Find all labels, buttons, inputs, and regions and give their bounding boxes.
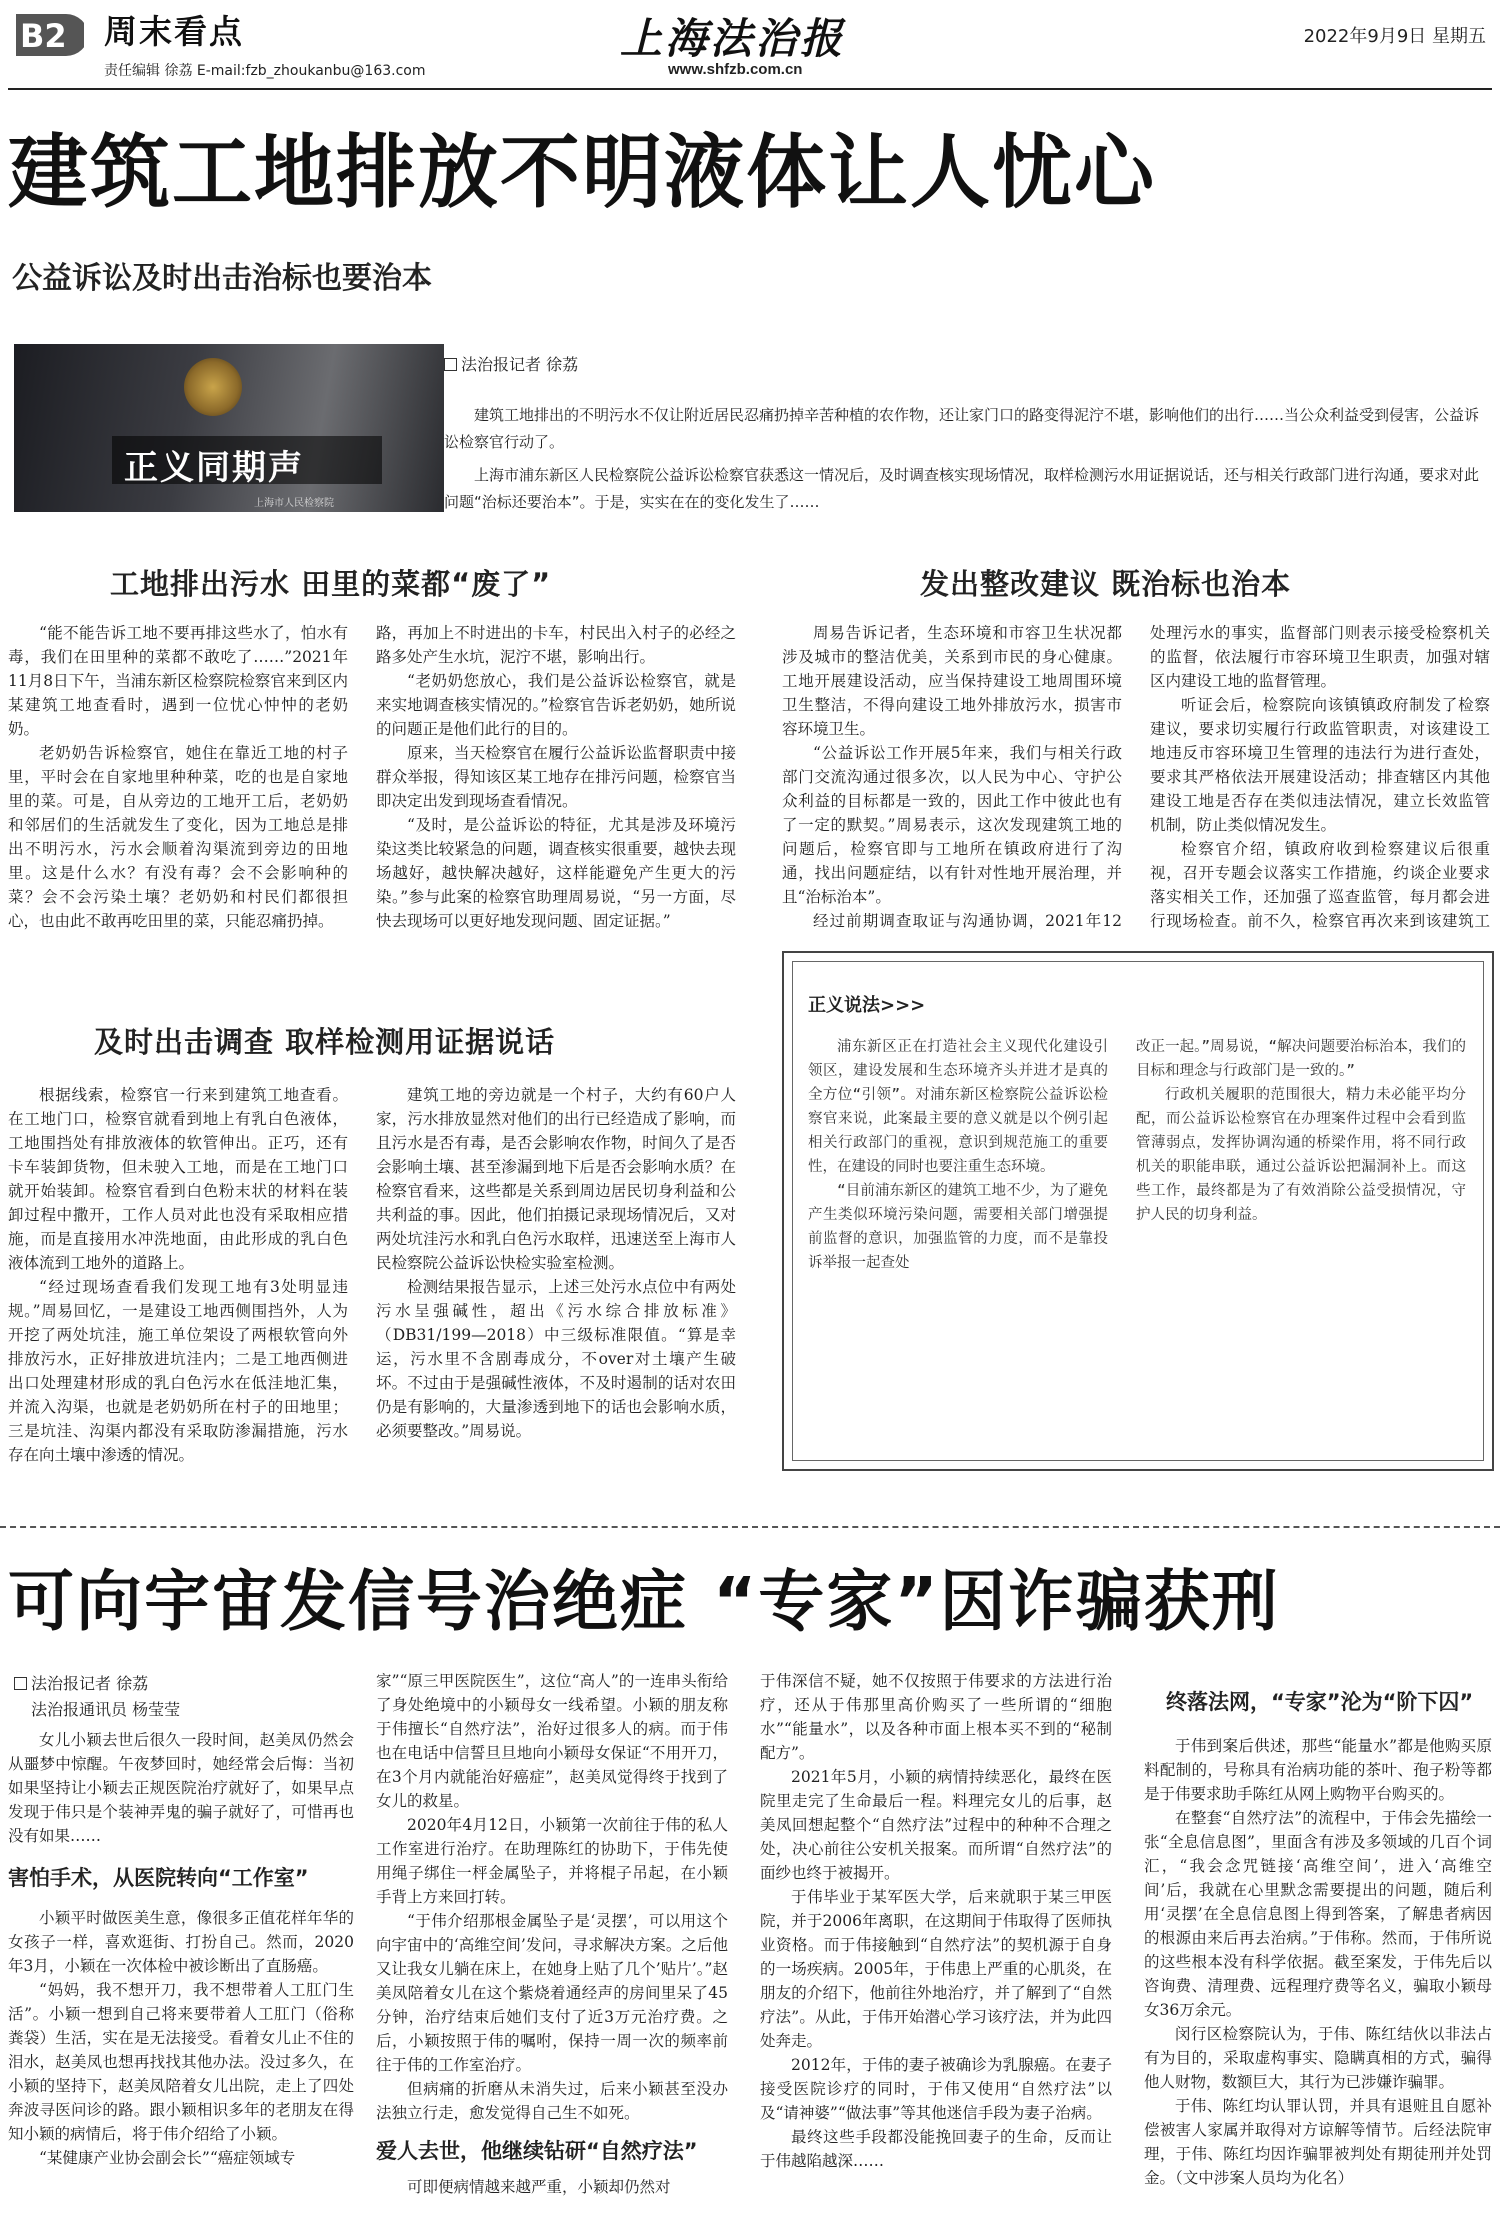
photo-banner-text: 正义同期声 [124,448,304,488]
paragraph: 于伟、陈红均认罪认罚，并具有退赃且自愿补偿被害人家属并取得对方谅解等情节。后经法院审理，于伟、陈红均因诈骗罪被判处有期徒刑并处罚金。（文中涉案人员均为化名） [1144,2097,1492,2187]
article2-headline: 可向宇宙发信号治绝症 “专家”因诈骗获刑 [8,1563,1280,1640]
paragraph: 处理污水的事实，监督部门则表示接受检察机关的监督，依法履行市容环境卫生职责，加强对辖区内建设工地的监督管理。 [1150,624,1490,690]
article2-col4 [1144,1734,1492,2219]
subsection-heading: 爱人去世，他继续钻研“自然疗法” [376,2139,698,2163]
article2-col1 [8,1728,354,2218]
paragraph: 行政机关履职的范围很大，精力未必能平均分配，而公益诉讼检察官在办理案件过程中会看到监管薄弱点，发挥协调沟通的桥梁作用，将不同行政机关的职能串联，通过公益诉讼把漏洞补上。而这些工作，最终都是为了有效消除公益受损情况，守护人民的切身利益。 [1136,1087,1466,1223]
section-heading: 发出整改建议 既治标也治本 [920,567,1292,601]
emblem-icon [184,358,242,416]
paragraph: 家”“原三甲医院医生”，这位“高人”的一连串头衔给了身处绝境中的小颖母女一线希望。小颖的朋友称于伟擅长“自然疗法”，治好过很多人的病。而于伟也在电话中信誓旦旦地向小颖母女保证“不用开刀，在3个月内就能治好癌症”，赵美凤觉得终于找到了女儿的救星。 [376,1672,728,1810]
article1-col5 [8,1083,348,1493]
article1-col1 [8,621,348,933]
article1-col3 [782,621,1122,933]
article1-byline: 法治报记者 徐荔 [444,352,578,375]
paragraph: 女儿小颖去世后很久一段时间，赵美凤仍然会从噩梦中惊醒。午夜梦回时，她经常会后悔：当初如果坚持让小颖去正规医院治疗就好了，如果早点发现于伟只是个装神弄鬼的骗子就好了，可惜再也没有如果…… [8,1731,354,1845]
paragraph: “及时，是公益诉讼的特征，尤其是涉及环境污染这类比较紧急的问题，调查核实很重要，越快去现场越好，越快解决越好，这样能避免产生更大的污染。”参与此案的检察官助理周易说，“另一方面，尽快去现场可以更好地发现问题、固定证据。” [376,816,736,930]
article1-headline: 建筑工地排放不明液体让人忧心 [8,126,1156,219]
paragraph: “某健康产业协会副会长”“癌症领域专 [39,2149,296,2167]
paragraph: 可即便病情越来越严重，小颖却仍然对 [407,2178,671,2196]
article-divider [0,1526,1500,1528]
page-badge [12,10,84,60]
lead-paragraph: 建筑工地排出的不明污水不仅让附近居民忍痛扔掉辛苦种植的农作物，还让家门口的路变得泥泞不堪，影响他们的出行……当公众利益受到侵害，公益诉讼检察官行动了。 [444,406,1480,451]
paragraph: “目前浦东新区的建筑工地不少，为了避免产生类似环境污染问题，需要相关部门增强提前监督的意识，加强监管的力度，而不是靠投诉举报一起查处 [808,1183,1108,1271]
article1-photo [14,344,444,512]
issue-date: 2022年9月9日 星期五 [1303,26,1486,47]
article1-col6 [376,1083,736,1493]
paragraph: 路，再加上不时进出的卡车，村民出入村子的必经之路多处产生水坑，泥泞不堪，影响出行。 [376,624,736,666]
paragraph: 闵行区检察院认为，于伟、陈红结伙以非法占有为目的，采取虚构事实、隐瞒真相的方式，骗得他人财物，数额巨大，其行为已涉嫌诈骗罪。 [1144,2025,1492,2091]
paragraph: “能不能告诉工地不要再排这些水了，怕水有毒，我们在田里种的菜都不敢吃了……”2021年11月8日下午，当浦东新区检察院检察官来到区内某建筑工地查看时，遇到一位忧心忡忡的老奶奶。 [8,624,348,738]
subsection-heading: 害怕手术，从医院转向“工作室” [8,1866,309,1890]
paragraph: 2012年，于伟的妻子被确诊为乳腺癌。在妻子接受医院诊疗的同时，于伟又使用“自然疗法”以及“请神婆”“做法事”等其他迷信手段为妻子治病。 [760,2056,1112,2122]
paragraph: 听证会后，检察院向该镇镇政府制发了检察建议，要求切实履行行政监管职责，对该建设工地违反市容环境卫生管理的违法行为进行查处，要求其严格依法开展建设活动；排查辖区内其他建设工地是否存在类似违法情况，建立长效监管机制，防止类似情况发生。 [1150,696,1490,834]
paragraph: 经过前期调查取证与沟通协调，2021年12 [813,912,1122,930]
paragraph: 老奶奶告诉检察官，她住在靠近工地的村子里，平时会在自家地里种种菜，吃的也是自家地里的菜。可是，自从旁边的工地开工后，老奶奶和邻居们的生活就发生了变化，因为工地总是排出不明污水，污水会顺着沟渠流到旁边的田地里。这是什么水？有没有毒？会不会影响种的菜？会不会污染土壤？老奶奶和村民们都很担心，也由此不敢再吃田里的菜，只能忍痛扔掉。 [8,744,348,930]
page-badge-text: B2 [20,17,67,55]
lead-paragraph: 上海市浦东新区人民检察院公益诉讼检察官获悉这一情况后，及时调查核实现场情况，取样检测污水用证据说话，还与相关行政部门进行沟通，要求对此问题“治标还要治本”。于是，实实在在的变化发生了…… [444,466,1480,511]
article2-col2 [376,1669,728,2219]
paragraph: 于伟深信不疑，她不仅按照于伟要求的方法进行治疗，还从于伟那里高价购买了一些所谓的“细胞水”“能量水”，以及各种市面上根本买不到的“秘制配方”。 [760,1672,1112,1762]
photo-caption: 上海市人民检察院 [254,498,334,509]
paragraph: “公益诉讼工作开展5年来，我们与相关行政部门交流沟通过很多次，以人民为中心、守护公众利益的目标都是一致的，因此工作中彼此也有了一定的默契。”周易表示，这次发现建筑工地的问题后，检察官即与工地所在镇政府进行了沟通，找出问题症结，以有针对性地开展治理，并且“治标治本”。 [782,744,1122,906]
paragraph: 浦东新区正在打造社会主义现代化建设引领区，建设发展和生态环境齐头并进才是真的全方位“引领”。对浦东新区检察院公益诉讼检察官来说，此案最主要的意义就是以个例引起相关行政部门的重视，意识到规范施工的重要性，在建设的同时也要注重生态环境。 [808,1039,1108,1175]
paragraph: 建筑工地的旁边就是一个村子，大约有60户人家，污水排放显然对他们的出行已经造成了影响，而且污水是否有毒，是否会影响农作物，时间久了是否会影响土壤、甚至渗漏到地下后是否会影响水质？在检察官看来，这些都是关系到周边居民切身利益和公共利益的事。因此，他们拍摄记录现场情况后，又对两处坑洼污水和乳白色污水取样，迅速送至上海市人民检察院公益诉讼快检实验室检测。 [376,1086,736,1272]
paragraph: 最终这些手段都没能挽回妻子的生命，反而让于伟越陷越深…… [760,2128,1112,2170]
section-heading: 工地排出污水 田里的菜都“废了” [110,567,552,601]
article1-col4 [1150,621,1490,933]
paper-logo: 上海法治报 [620,14,846,63]
paragraph: 2021年5月，小颖的病情持续恶化，最终在医院里走完了生命最后一程。料理完女儿的后事，赵美凤回想起整个“自然疗法”过程中的种种不合理之处，决心前往公安机关报案。而所谓“自然疗法”的面纱也终于被揭开。 [760,1768,1112,1882]
article1-lead [444,402,1488,522]
article2-byline [14,1671,180,1723]
byline-correspondent: 法治报通讯员 杨莹莹 [31,1700,181,1719]
paragraph: 于伟毕业于某军医大学，后来就职于某三甲医院，并于2006年离职，在这期间于伟取得了医师执业资格。而于伟接触到“自然疗法”的契机源于自身的一场疾病。2005年，于伟患上严重的心肌炎，在朋友的介绍下，他前往外地治疗，并了解到了“自然疗法”。从此，于伟开始潜心学习该疗法，并为此四处奔走。 [760,1888,1112,2050]
paragraph: “老奶奶您放心，我们是公益诉讼检察官，就是来实地调查核实情况的。”检察官告诉老奶奶，她所说的问题正是他们此行的目的。 [376,672,736,738]
website: www.shfzb.com.cn [668,61,803,78]
article1-col2 [376,621,736,933]
paragraph: 2020年4月12日，小颖第一次前往于伟的私人工作室进行治疗。在助理陈红的协助下，于伟先使用绳子绑住一枰金属坠子，并将棍子吊起，在小颖手背上方来回打转。 [376,1816,728,1906]
article1-subhead: 公益诉讼及时出击治标也要治本 [12,261,432,296]
editor-line: 责任编辑 徐荔 E-mail:fzb_zhoukanbu@163.com [104,63,426,79]
masthead [0,0,1500,92]
paragraph: “妈妈，我不想开刀，我不想带着人工肛门生活”。小颖一想到自己将来要带着人工肛门（俗称粪袋）生活，实在是无法接受。看着女儿止不住的泪水，赵美凤也想再找找其他办法。没过多久，在小颖的坚持下，赵美凤陪着女儿出院，走上了四处奔波寻医问诊的路。跟小颖相识多年的老朋友在得知小颖的病情后，将于伟介绍给了小颖。 [8,1981,354,2143]
paragraph: 原来，当天检察官在履行公益诉讼监督职责中接群众举报，得知该区某工地存在排污问题，检察官当即决定出发到现场查看情况。 [376,744,736,810]
commentary-left [808,1035,1108,1445]
paragraph: 检测结果报告显示，上述三处污水点位中有两处污水呈强碱性，超出《污水综合排放标准》（DB31/199—2018）中三级标准限值。“算是幸运，污水里不含剧毒成分，不over对土壤产生破坏。不过由于是强碱性液体，不及时遏制的话对农田仍是有影响的，大量渗透到地下的话也会影响水质，必须要整改。”周易说。 [376,1278,736,1440]
paragraph: “经过现场查看我们发现工地有3处明显违规。”周易回忆，一是建设工地西侧围挡外，人为开挖了两处坑洼，施工单位架设了两根软管向外排放污水，正好排放进坑洼内；二是工地西侧进出口处理建材形成的乳白色污水在低洼地汇集，并流入沟渠，也就是老奶奶所在村子的田地里；三是坑洼、沟渠内都没有采取防渗漏措施，污水存在向土壤中渗透的情况。 [8,1278,348,1464]
article2-col3 [760,1669,1112,2219]
header-rule [8,88,1492,90]
paragraph: 周易告诉记者，生态环境和市容卫生状况都涉及城市的整洁优美，关系到市民的身心健康。工地开展建设活动，应当保持建设工地周围环境卫生整洁，不得向建设工地外排放污水，损害市容环境卫生。 [782,624,1122,738]
paragraph: 但病痛的折磨从未消失过，后来小颖甚至没办法独立行走，愈发觉得自己生不如死。 [376,2080,728,2122]
paragraph: 小颖平时做医美生意，像很多正值花样年华的女孩子一样，喜欢逛街、打扮自己。然而，2020年3月，小颖在一次体检中被诊断出了直肠癌。 [8,1909,354,1975]
paragraph: “于伟介绍那根金属坠子是‘灵摆’，可以用这个向宇宙中的‘高维空间’发问，寻求解决方案。之后他又让我女儿躺在床上，在她身上贴了几个’贴片’。”赵美凤陪着女儿在这个紫烧着通经声的房间里呆了45分钟，治疗结束后她们支付了近3万元治疗费。之后，小颖按照于伟的嘱咐，保持一周一次的频率前往于伟的工作室治疗。 [376,1912,728,2074]
paragraph: 检察官介绍，镇政府收到检察建议后很重视，召开专题会议落实工作措施，约谈企业要求落实相关工作，还加强了巡查监管，每月都会进行现场检查。前不久，检察官再次来到该建筑工 [1150,840,1490,930]
byline-reporter-text: 法治报记者 徐荔 [31,1674,149,1693]
section-heading: 及时出击调查 取样检测用证据说话 [94,1025,556,1059]
section-title: 周末看点 [104,12,244,51]
subsection-heading: 终落法网，“专家”沦为“阶下囚” [1166,1690,1474,1714]
commentary-box [782,951,1494,1471]
byline-reporter [14,1671,180,1697]
paragraph: 于伟到案后供述，那些“能量水”都是他购买原料配制的，号称具有治病功能的茶叶、孢子粉等都是于伟要求助手陈红从网上购物平台购买的。 [1144,1737,1492,1803]
paragraph: 改正一起。”周易说，“解决问题要治标治本，我们的目标和理念与行政部门是一致的。” [1136,1039,1466,1079]
square-icon [14,1677,27,1690]
paragraph: 在整套“自然疗法”的流程中，于伟会先描绘一张“全息信息图”，里面含有涉及多领域的几百个词汇，“我会念咒链接‘高维空间’，进入‘高维空间’后，我就在心里默念需要提出的问题，随后利用‘灵摆’在全息信息图上得到答案，了解患者病因的根源由来后再去治病。”于伟称。然而，于伟所说的这些根本没有科学依据。截至案发，于伟先后以咨询费、清理费、远程理疗费等名义，骗取小颖母女36万余元。 [1144,1809,1492,2019]
commentary-title: 正义说法>>> [808,995,926,1016]
paragraph: 根据线索，检察官一行来到建筑工地查看。在工地门口，检察官就看到地上有乳白色液体，工地围挡处有排放液体的软管伸出。正巧，还有卡车装卸货物，但未驶入工地，而是在工地门口就开始装卸。检察官看到白色粉末状的材料在装卸过程中撒开，工作人员对此也没有采取相应措施，而是直接用水冲洗地面，由此形成的乳白色液体流到工地外的道路上。 [8,1086,348,1272]
photo-banner [112,436,382,488]
commentary-right [1136,1035,1466,1445]
